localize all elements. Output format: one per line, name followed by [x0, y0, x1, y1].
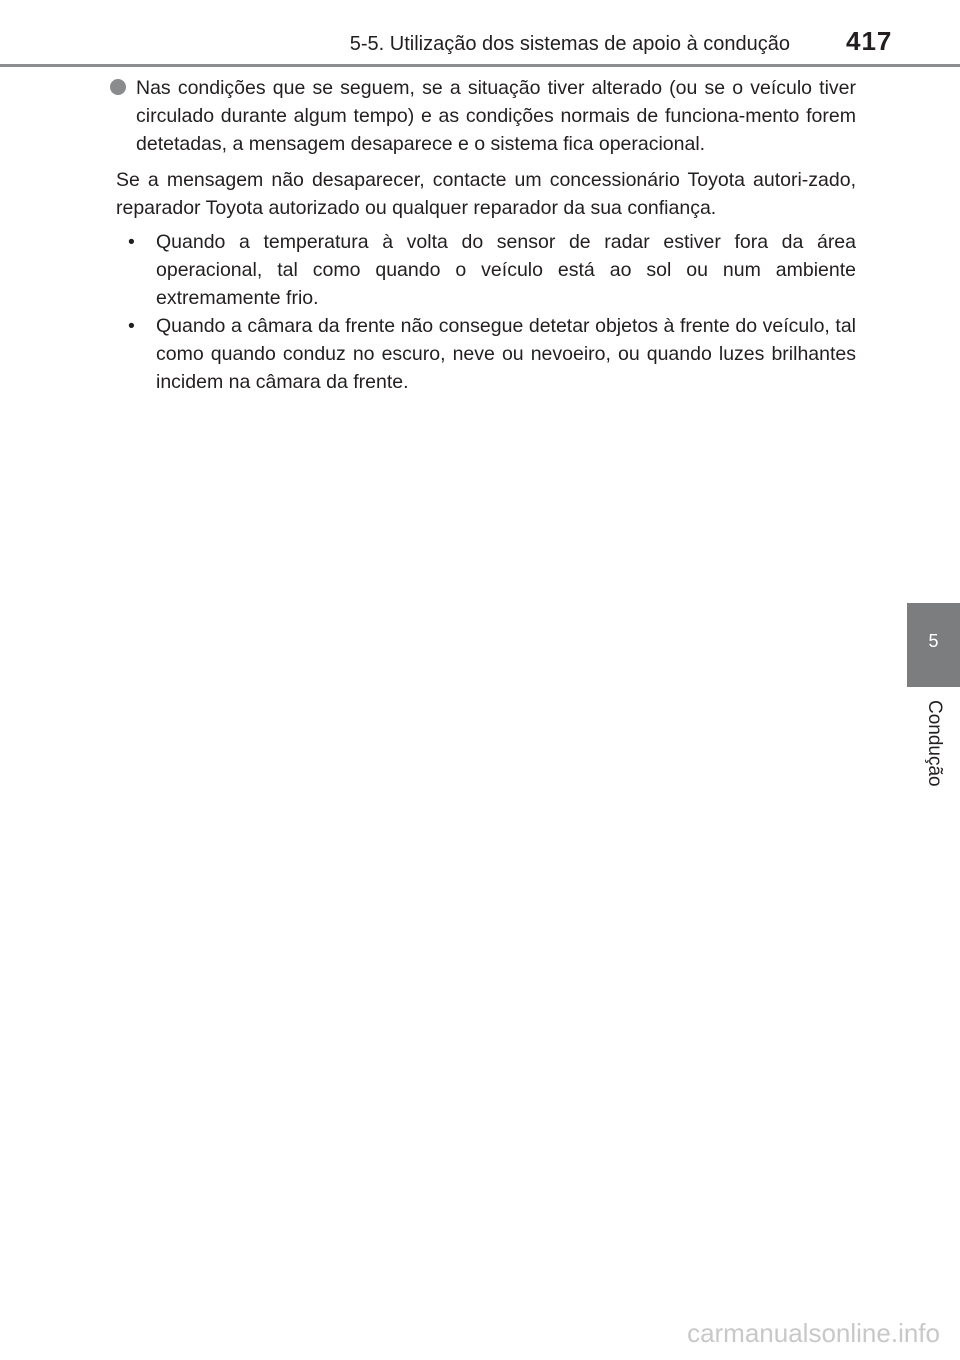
- list-item: [128, 228, 856, 312]
- condition-list: [116, 228, 856, 396]
- header-rule: [0, 64, 960, 67]
- chapter-label: Condução: [924, 700, 945, 787]
- list-item: [128, 312, 856, 396]
- chapter-tab-number: 5: [928, 631, 939, 651]
- section-title: 5-5. Utilização dos sistemas de apoio à condução: [349, 33, 790, 55]
- bullet-paragraph: [116, 74, 856, 158]
- bullet-paragraph-text: Nas condições que se seguem, se a situação tiver alterado (ou se o veículo tiver circulado durante algum tempo) e as condições normais de funciona-mento forem detetadas, a mensagem desaparece e o sistema fica operacional.: [136, 77, 856, 155]
- dot-bullet-icon: •: [128, 315, 135, 337]
- watermark: carmanualsonline.info: [687, 1318, 940, 1348]
- dot-bullet-icon: •: [128, 231, 135, 253]
- page-header: [0, 0, 960, 70]
- list-item-text: Quando a temperatura à volta do sensor de radar estiver fora da área operacional, tal como quando o veículo está ao sol ou num ambiente extremamente frio.: [156, 231, 856, 309]
- chapter-tab: [907, 603, 960, 687]
- page-number: 417: [846, 26, 893, 56]
- list-item-text: Quando a câmara da frente não consegue detetar objetos à frente do veículo, tal como quando conduz no escuro, neve ou nevoeiro, ou quando luzes brilhantes incidem na câmara da frente.: [156, 315, 856, 393]
- circle-bullet-icon: [110, 79, 126, 95]
- page-content: [116, 74, 856, 396]
- body-paragraph: Se a mensagem não desaparecer, contacte um concessionário Toyota autori-zado, reparador Toyota autorizado ou qualquer reparador da sua confiança.: [116, 169, 856, 219]
